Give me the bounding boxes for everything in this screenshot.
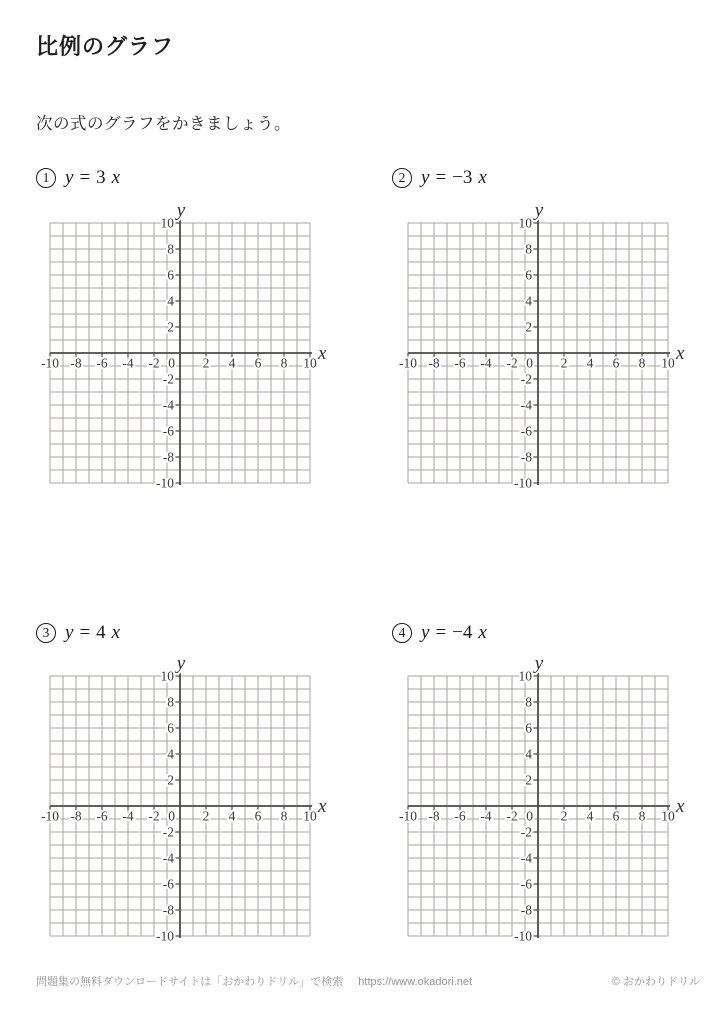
x-tick-label: -8	[70, 808, 82, 824]
problem-1-header	[36, 167, 120, 189]
equation-equals: =	[79, 167, 91, 188]
equation-lhs: y	[65, 622, 74, 643]
y-tick-label: 2	[167, 319, 174, 335]
y-tick-label: 10	[160, 215, 174, 231]
x-tick-label: -2	[506, 355, 518, 371]
x-tick-label: -2	[148, 808, 160, 824]
problem-2-header	[392, 167, 487, 189]
y-tick-label: 8	[167, 694, 174, 710]
problem-2-number: 2	[392, 168, 412, 188]
coordinate-grid-2	[394, 193, 710, 499]
x-tick-label: 2	[560, 808, 568, 824]
x-tick-label: -4	[122, 355, 134, 371]
equation-equals: =	[435, 622, 447, 643]
x-tick-label: -10	[41, 808, 59, 824]
y-tick-label: 10	[518, 668, 532, 684]
x-axis-label: x	[676, 796, 685, 817]
x-tick-label: 4	[586, 808, 594, 824]
equation-variable: x	[478, 167, 487, 188]
y-tick-label: 8	[167, 241, 174, 257]
x-tick-label: -8	[428, 808, 440, 824]
equation-lhs: y	[421, 622, 430, 643]
equation-variable: x	[478, 622, 487, 643]
instruction-text: 次の式のグラフをかきましょう。	[36, 115, 291, 133]
x-tick-label: 8	[280, 808, 288, 824]
x-tick-label: -8	[428, 355, 440, 371]
y-tick-label: 2	[525, 319, 532, 335]
x-tick-label: -4	[480, 808, 492, 824]
x-tick-label: 2	[560, 355, 568, 371]
grid-plot	[394, 193, 710, 499]
y-axis-label: y	[176, 653, 186, 674]
y-tick-label: -6	[162, 423, 174, 439]
y-tick-label: -8	[520, 902, 532, 918]
y-axis-label: y	[534, 653, 544, 674]
x-tick-label: 2	[202, 808, 210, 824]
y-tick-label: -10	[514, 475, 532, 491]
equation-equals: =	[435, 167, 447, 188]
y-tick-label: -2	[162, 371, 174, 387]
x-tick-label: 6	[612, 808, 620, 824]
y-tick-label: 6	[525, 267, 532, 283]
x-tick-label: 10	[303, 355, 317, 371]
problem-4-header	[392, 622, 487, 644]
problem-2-equation	[421, 167, 487, 189]
y-tick-label: -6	[162, 876, 174, 892]
problem-3-equation	[65, 622, 120, 644]
x-tick-label: 10	[303, 808, 317, 824]
y-axis-label: y	[176, 200, 186, 221]
y-tick-label: -4	[520, 397, 532, 413]
y-tick-label: 2	[525, 772, 532, 788]
grid-plot	[36, 646, 352, 952]
origin-label: 0	[168, 355, 175, 371]
equation-variable: x	[111, 167, 121, 188]
x-axis-label: x	[318, 796, 327, 817]
problem-3-number: 3	[36, 623, 56, 643]
x-tick-label: -6	[96, 808, 108, 824]
x-tick-label: 6	[612, 355, 620, 371]
x-tick-label: -4	[480, 355, 492, 371]
y-tick-label: 4	[525, 293, 532, 309]
problem-1-equation	[65, 167, 120, 189]
y-tick-label: -4	[162, 850, 174, 866]
x-tick-label: -10	[399, 808, 417, 824]
problem-3-header	[36, 622, 120, 644]
y-tick-label: 10	[518, 215, 532, 231]
page-title: 比例のグラフ	[36, 34, 175, 59]
y-tick-label: 6	[167, 267, 174, 283]
y-tick-label: -10	[156, 928, 174, 944]
equation-coefficient: −3	[452, 167, 473, 188]
footer-site-note: 問題集の無料ダウンロードサイトは「おかわりドリル」で検索	[36, 976, 344, 988]
y-tick-label: -6	[520, 876, 532, 892]
x-tick-label: -4	[122, 808, 134, 824]
equation-coefficient: −4	[452, 622, 473, 643]
x-tick-label: -6	[454, 808, 466, 824]
y-tick-label: 6	[525, 720, 532, 736]
x-tick-label: -2	[148, 355, 160, 371]
x-tick-label: 8	[638, 808, 646, 824]
x-axis-label: x	[318, 343, 327, 364]
x-tick-label: 2	[202, 355, 210, 371]
x-tick-label: 6	[254, 808, 262, 824]
x-tick-label: 4	[228, 808, 236, 824]
x-tick-label: -6	[96, 355, 108, 371]
equation-coefficient: 3	[96, 167, 106, 188]
coordinate-grid-1	[36, 193, 352, 499]
equation-coefficient: 4	[96, 622, 106, 643]
x-tick-label: 6	[254, 355, 262, 371]
y-tick-label: 4	[525, 746, 532, 762]
problem-4-equation	[421, 622, 487, 644]
y-axis-label: y	[534, 200, 544, 221]
problem-1-number: 1	[36, 168, 56, 188]
y-tick-label: -8	[520, 449, 532, 465]
y-tick-label: -4	[520, 850, 532, 866]
x-axis-label: x	[676, 343, 685, 364]
footer-copyright: © おかわりドリル	[611, 976, 700, 988]
x-tick-label: 8	[638, 355, 646, 371]
y-tick-label: -2	[520, 371, 532, 387]
equation-variable: x	[111, 622, 121, 643]
y-tick-label: -10	[156, 475, 174, 491]
footer-url: https://www.okadori.net	[358, 976, 473, 988]
x-tick-label: 8	[280, 355, 288, 371]
y-tick-label: 8	[525, 694, 532, 710]
x-tick-label: 10	[661, 808, 675, 824]
problem-4-number: 4	[392, 623, 412, 643]
origin-label: 0	[168, 808, 175, 824]
y-tick-label: -4	[162, 397, 174, 413]
equation-lhs: y	[65, 167, 74, 188]
equation-equals: =	[79, 622, 91, 643]
x-tick-label: 10	[661, 355, 675, 371]
origin-label: 0	[526, 355, 533, 371]
y-tick-label: 2	[167, 772, 174, 788]
x-tick-label: -8	[70, 355, 82, 371]
x-tick-label: 4	[586, 355, 594, 371]
coordinate-grid-3	[36, 646, 352, 952]
y-tick-label: 4	[167, 746, 174, 762]
y-tick-label: -10	[514, 928, 532, 944]
y-tick-label: 10	[160, 668, 174, 684]
y-tick-label: 6	[167, 720, 174, 736]
y-tick-label: -8	[162, 449, 174, 465]
x-tick-label: -10	[399, 355, 417, 371]
origin-label: 0	[526, 808, 533, 824]
footer-left	[36, 973, 472, 989]
grid-plot	[36, 193, 352, 499]
coordinate-grid-4	[394, 646, 710, 952]
x-tick-label: -2	[506, 808, 518, 824]
y-tick-label: -8	[162, 902, 174, 918]
y-tick-label: -2	[520, 824, 532, 840]
y-tick-label: 8	[525, 241, 532, 257]
y-tick-label: -2	[162, 824, 174, 840]
equation-lhs: y	[421, 167, 430, 188]
y-tick-label: -6	[520, 423, 532, 439]
x-tick-label: -10	[41, 355, 59, 371]
x-tick-label: 4	[228, 355, 236, 371]
y-tick-label: 4	[167, 293, 174, 309]
grid-plot	[394, 646, 710, 952]
x-tick-label: -6	[454, 355, 466, 371]
